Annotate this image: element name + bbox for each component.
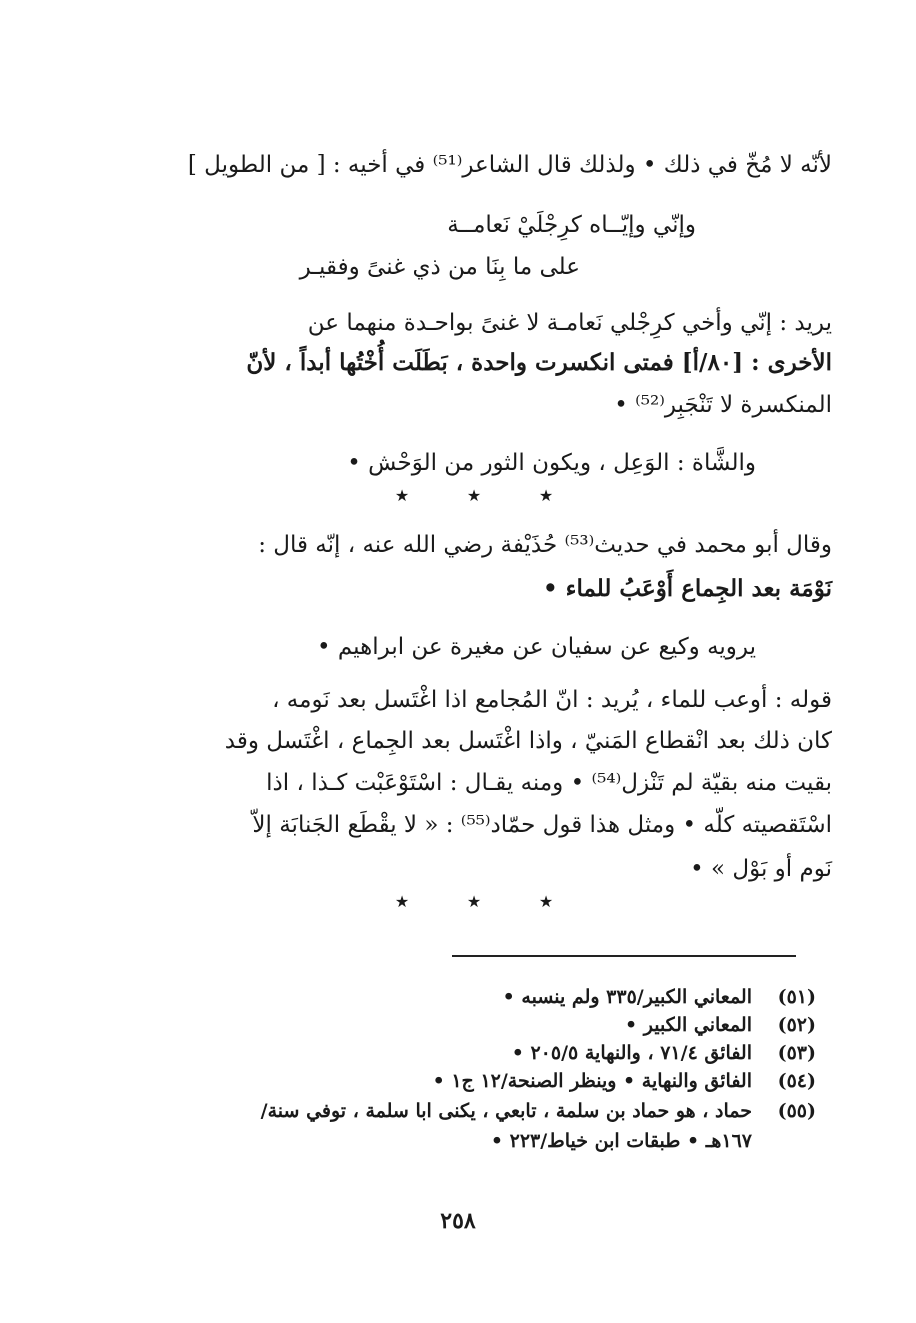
footnote-number: (٥٣)	[777, 1042, 816, 1064]
footnote	[512, 1040, 816, 1066]
star-icon: ★	[394, 486, 410, 505]
star-icon: ★	[466, 486, 482, 505]
footnote-text: حماد ، هو حماد بن سلمة ، تابعي ، يكنى ابا سلمة ، توفي سنة/	[260, 1100, 752, 1122]
section-divider-stars	[366, 892, 582, 911]
text-line: اسْتَقصيته كلّه • ومثل هذا قول حمّاد⁽⁵⁵⁾ : « لا يقْطَع الجَنابَة إلاّ	[252, 812, 832, 838]
footnote	[433, 1068, 816, 1094]
footnote-continuation	[491, 1128, 752, 1154]
footnote-number: (٥٥)	[777, 1100, 816, 1122]
verse-line: على ما بِنَا من ذي غنىً وفقيـر	[299, 254, 580, 280]
text-line: يرويه وكيع عن سفيان عن مغيرة عن ابراهيم •	[316, 634, 756, 660]
footnote-text: ١٦٧هـ • طبقات ابن خياط/٢٢٣ •	[490, 1130, 752, 1152]
text-line: لأنّه لا مُخّ في ذلك • ولذلك قال الشاعر⁽⁵¹⁾ في أخيه : [ من الطويل ]	[187, 152, 832, 178]
star-icon: ★	[466, 892, 482, 911]
footnote-text: الفائق ٧١/٤ ، والنهاية ٢٠٥/٥ •	[511, 1042, 752, 1064]
footnote-text: الفائق والنهاية • وينظر الصنحة/١٢ ج١ •	[432, 1070, 752, 1092]
section-divider-stars	[366, 486, 582, 505]
star-icon: ★	[538, 892, 554, 911]
text-line: بقيت منه بقيّة لم تَنْزل⁽⁵⁴⁾ • ومنه يقـال : اسْتَوْعَبْت كـذا ، اذا	[266, 770, 832, 796]
page-number: ٢٥٨	[440, 1208, 476, 1234]
footnote-number: (٥١)	[777, 986, 816, 1008]
text-line: والشَّاة : الوَعِل ، ويكون الثور من الوَحْش •	[347, 450, 756, 476]
footnote-text: المعاني الكبير •	[624, 1014, 752, 1036]
star-icon: ★	[538, 486, 554, 505]
footnote	[261, 1098, 816, 1124]
text-line: المنكسرة لا تَنْجَبِر⁽⁵²⁾ •	[614, 392, 832, 418]
footnote	[625, 1012, 816, 1038]
footnote-separator	[452, 955, 796, 957]
text-line: يريد : إنّي وأخي كرِجْلي نَعامـة لا غنىً بواحـدة منهما عن	[307, 310, 832, 336]
hadith-text: نَوْمَة بعد الجِماع أَوْعَبُ للماء •	[542, 575, 832, 602]
text-line: قوله : أوعب للماء ، يُريد : انّ المُجامع اذا اغْتَسل بعد نَومه ،	[272, 687, 832, 713]
footnote-text: المعاني الكبير/٣٣٥ ولم ينسبه •	[502, 986, 752, 1008]
footnote-number: (٥٢)	[777, 1014, 816, 1036]
footnote	[503, 984, 816, 1010]
verse-line: وإنّي وإيّــاه كرِجْلَيْ نَعامــة	[447, 212, 696, 238]
star-icon: ★	[394, 892, 410, 911]
footnote-number: (٥٤)	[777, 1070, 816, 1092]
text-line: نَوم أو بَوْل » •	[690, 856, 832, 882]
text-line: الأخرى : [٨٠/أ] فمتى انكسرت واحدة ، بَطَلَت أُخْتُها أبداً ، لأنّ	[246, 349, 832, 376]
text-line: وقال أبو محمد في حديث⁽⁵³⁾ حُذَيْفة رضي الله عنه ، إنّه قال :	[258, 532, 832, 558]
text-line: كان ذلك بعد انْقطاع المَنيّ ، واذا اغْتَسل بعد الجِماع ، اغْتَسل وقد	[224, 728, 832, 754]
